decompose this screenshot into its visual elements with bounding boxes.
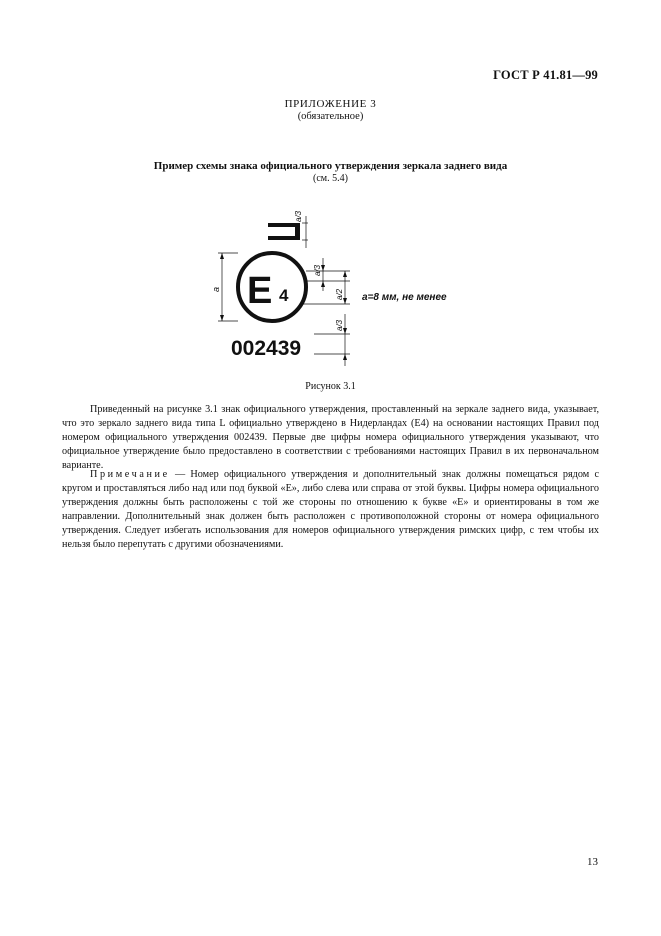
size-note: a=8 мм, не менее	[362, 292, 447, 303]
dim-label-letter-offset: a/3	[313, 264, 322, 276]
note-text: — Номер официального утверждения и дополнительный знак должны помещаться рядом с кругом и проставляться либо над или под буквой «E», либо слева или справа от этой буквы. Цифры номера официального утверждения должны быть расположены с той же стороны по отношению к букве «E» и ориентированы в том же направлении. Дополнительный знак должен быть расположен с противоположной стороны от номера официального утверждения. Следует избегать использования для номеров официального утверждения римских цифр, с тем чтобы их нельзя было перепутать с другими обозначениями.	[62, 469, 599, 550]
note-paragraph	[62, 468, 599, 551]
figure-title: Пример схемы знака официального утверждения зеркала заднего вида	[153, 160, 508, 172]
figure-caption: Рисунок 3.1	[305, 381, 356, 392]
page-number: 13	[587, 856, 598, 868]
dim-label-symbol: a/3	[294, 210, 303, 222]
approval-number: 002439	[231, 337, 302, 360]
note-label: Примечание	[90, 469, 170, 480]
standard-number: ГОСТ Р 41.81—99	[493, 68, 598, 82]
appendix-title: ПРИЛОЖЕНИЕ 3	[284, 98, 377, 110]
figure-reference: (см. 5.4)	[313, 173, 348, 184]
approval-mark-diagram	[200, 196, 480, 376]
dim-label-gap: a/3	[335, 319, 344, 331]
appendix-subtitle: (обязательное)	[297, 111, 364, 122]
country-number: 4	[279, 286, 289, 305]
approval-mark-figure	[200, 196, 480, 376]
mark-letter: E	[247, 270, 273, 312]
dim-label-number-height: a/2	[335, 288, 344, 300]
additional-symbol-l	[268, 223, 300, 240]
dim-label-a: a	[211, 286, 221, 292]
body-paragraph: Приведенный на рисунке 3.1 знак официального утверждения, проставленный на зеркале заднего вида, указывает, что это зеркало заднего вида типа L официально утверждено в Нидерландах (E4) на основании настоящих Правил под номером официального утверждения 002439. Первые две цифры номера официального утверждения указывают, что официальное утверждение было предоставлено в соответствии с требованиями настоящих Правил в их первоначальном варианте.	[62, 404, 599, 471]
